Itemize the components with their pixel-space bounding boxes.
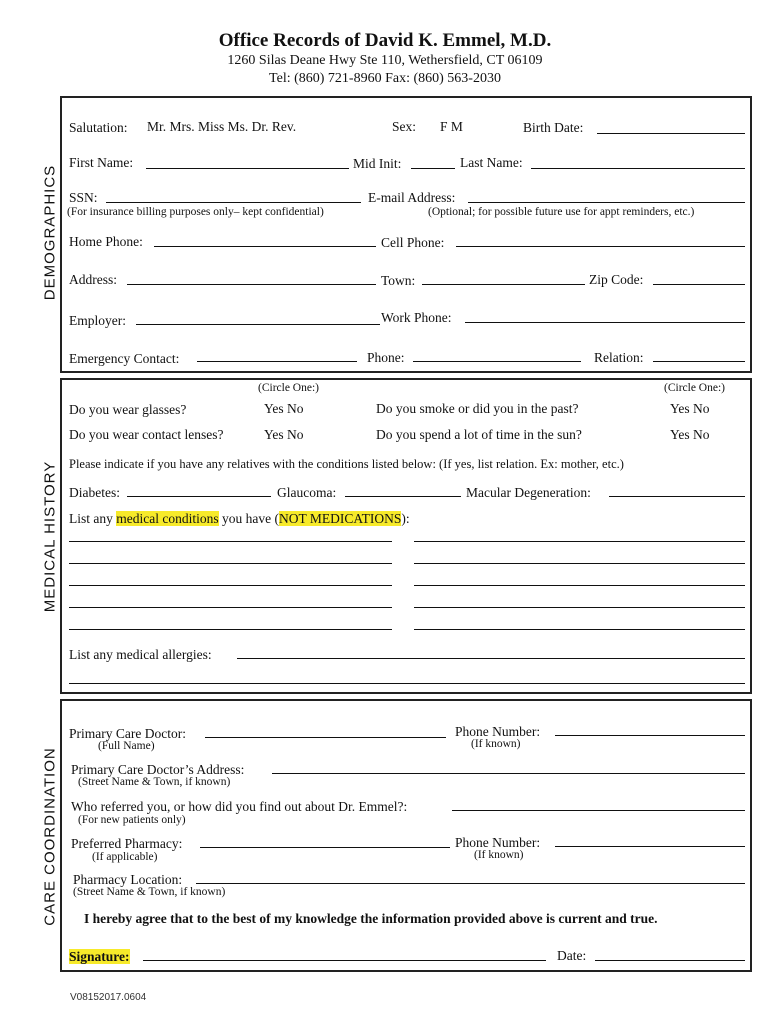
pcp-phone-note: (If known) xyxy=(471,738,521,750)
pharmacy-field[interactable] xyxy=(200,847,450,848)
mid-init-field[interactable] xyxy=(411,168,455,169)
ssn-label: SSN: xyxy=(69,190,98,205)
care-coordination-section-label: CARE COORDINATION xyxy=(41,747,59,926)
cell-phone-label: Cell Phone: xyxy=(381,235,445,250)
glasses-yes-no[interactable]: Yes No xyxy=(264,401,304,416)
contacts-yes-no[interactable]: Yes No xyxy=(264,427,304,442)
mid-init-label: Mid Init: xyxy=(353,156,402,171)
ssn-note: (For insurance billing purposes only– kept confidential) xyxy=(67,206,324,218)
office-phones: Tel: (860) 721-8960 Fax: (860) 563-2030 xyxy=(269,71,501,86)
condition-line[interactable] xyxy=(69,541,392,542)
medical-history-section-label: MEDICAL HISTORY xyxy=(41,460,59,613)
pcp-address-note: (Street Name & Town, if known) xyxy=(78,776,231,788)
allergies-field[interactable] xyxy=(237,658,745,659)
macular-degeneration-field[interactable] xyxy=(609,496,745,497)
sun-yes-no[interactable]: Yes No xyxy=(670,427,710,442)
agreement-statement: I hereby agree that to the best of my knowledge the information provided above is current and true. xyxy=(84,911,658,926)
birth-date-field[interactable] xyxy=(597,133,745,134)
date-field[interactable] xyxy=(595,960,745,961)
circle-one-right: (Circle One:) xyxy=(664,382,725,394)
first-name-field[interactable] xyxy=(146,168,349,169)
first-name-label: First Name: xyxy=(69,155,134,170)
address-field[interactable] xyxy=(127,284,376,285)
condition-line[interactable] xyxy=(414,541,745,542)
date-label: Date: xyxy=(557,948,587,963)
condition-line[interactable] xyxy=(414,607,745,608)
referral-note: (For new patients only) xyxy=(78,814,186,826)
condition-line[interactable] xyxy=(69,563,392,564)
town-field[interactable] xyxy=(422,284,585,285)
emergency-contact-field[interactable] xyxy=(197,361,357,362)
signature-label: Signature: xyxy=(69,949,130,964)
referral-field[interactable] xyxy=(452,810,745,811)
condition-line[interactable] xyxy=(69,607,392,608)
pharmacy-phone-field[interactable] xyxy=(555,846,745,847)
demographics-section-label: DEMOGRAPHICS xyxy=(41,164,59,301)
condition-line[interactable] xyxy=(414,585,745,586)
smoke-question: Do you smoke or did you in the past? xyxy=(376,401,579,416)
cell-phone-field[interactable] xyxy=(456,246,745,247)
email-note: (Optional; for possible future use for appt reminders, etc.) xyxy=(428,206,695,218)
circle-one-left: (Circle One:) xyxy=(258,382,319,394)
employer-field[interactable] xyxy=(136,324,380,325)
page-title: Office Records of David K. Emmel, M.D. xyxy=(218,30,552,51)
town-label: Town: xyxy=(381,273,416,288)
glasses-question: Do you wear glasses? xyxy=(69,402,187,417)
salutation-label: Salutation: xyxy=(69,120,128,135)
relation-label: Relation: xyxy=(594,350,644,365)
pharmacy-location-note: (Street Name & Town, if known) xyxy=(73,886,226,898)
referral-label: Who referred you, or how did you find out about Dr. Emmel?: xyxy=(71,799,408,814)
relatives-instructions: Please indicate if you have any relatives with the conditions listed below: (If yes, list relation. Ex: mother, etc.) xyxy=(69,457,624,471)
pharmacy-note: (If applicable) xyxy=(92,851,158,863)
allergies-label: List any medical allergies: xyxy=(69,647,212,662)
condition-line[interactable] xyxy=(414,563,745,564)
emergency-phone-field[interactable] xyxy=(413,361,581,362)
relation-field[interactable] xyxy=(653,361,745,362)
address-label: Address: xyxy=(69,272,117,287)
last-name-field[interactable] xyxy=(531,168,745,169)
salutation-options[interactable]: Mr. Mrs. Miss Ms. Dr. Rev. xyxy=(147,119,297,134)
pcp-phone-label: Phone Number: xyxy=(455,724,541,739)
pharmacy-phone-note: (If known) xyxy=(474,849,524,861)
email-field[interactable] xyxy=(468,202,745,203)
allergies-field-line2[interactable] xyxy=(69,683,745,684)
contacts-question: Do you wear contact lenses? xyxy=(69,427,224,442)
email-label: E-mail Address: xyxy=(368,190,456,205)
emergency-contact-label: Emergency Contact: xyxy=(69,351,180,366)
pcp-note: (Full Name) xyxy=(98,740,155,752)
work-phone-field[interactable] xyxy=(465,322,745,323)
employer-label: Employer: xyxy=(69,313,126,328)
diabetes-field[interactable] xyxy=(127,496,271,497)
signature-field[interactable] xyxy=(143,960,546,961)
zip-code-field[interactable] xyxy=(653,284,745,285)
glaucoma-field[interactable] xyxy=(345,496,461,497)
conditions-instructions: List any medical conditions you have (NOT MEDICATIONS): xyxy=(69,511,410,526)
condition-line[interactable] xyxy=(414,629,745,630)
sun-question: Do you spend a lot of time in the sun? xyxy=(376,427,582,442)
office-address: 1260 Silas Deane Hwy Ste 110, Wethersfield, CT 06109 xyxy=(227,53,543,68)
ssn-field[interactable] xyxy=(106,202,361,203)
pcp-phone-field[interactable] xyxy=(555,735,745,736)
work-phone-label: Work Phone: xyxy=(381,310,452,325)
birth-date-label: Birth Date: xyxy=(523,120,584,135)
zip-code-label: Zip Code: xyxy=(589,272,644,287)
glaucoma-label: Glaucoma: xyxy=(277,485,337,500)
pharmacy-phone-label: Phone Number: xyxy=(455,835,541,850)
condition-line[interactable] xyxy=(69,585,392,586)
pharmacy-location-field[interactable] xyxy=(196,883,745,884)
home-phone-label: Home Phone: xyxy=(69,234,143,249)
diabetes-label: Diabetes: xyxy=(69,485,120,500)
pcp-address-label: Primary Care Doctor’s Address: xyxy=(71,762,245,777)
macular-degeneration-label: Macular Degeneration: xyxy=(466,485,591,500)
pharmacy-location-label: Pharmacy Location: xyxy=(73,872,183,887)
sex-options[interactable]: F M xyxy=(440,119,463,134)
pharmacy-label: Preferred Pharmacy: xyxy=(71,836,183,851)
primary-care-doctor-label: Primary Care Doctor: xyxy=(69,726,186,741)
last-name-label: Last Name: xyxy=(460,155,523,170)
home-phone-field[interactable] xyxy=(154,246,376,247)
sex-label: Sex: xyxy=(392,119,417,134)
condition-line[interactable] xyxy=(69,629,392,630)
smoke-yes-no[interactable]: Yes No xyxy=(670,401,710,416)
primary-care-doctor-field[interactable] xyxy=(205,737,446,738)
pcp-address-field[interactable] xyxy=(272,773,745,774)
emergency-phone-label: Phone: xyxy=(367,350,405,365)
form-version: V08152017.0604 xyxy=(70,992,147,1003)
